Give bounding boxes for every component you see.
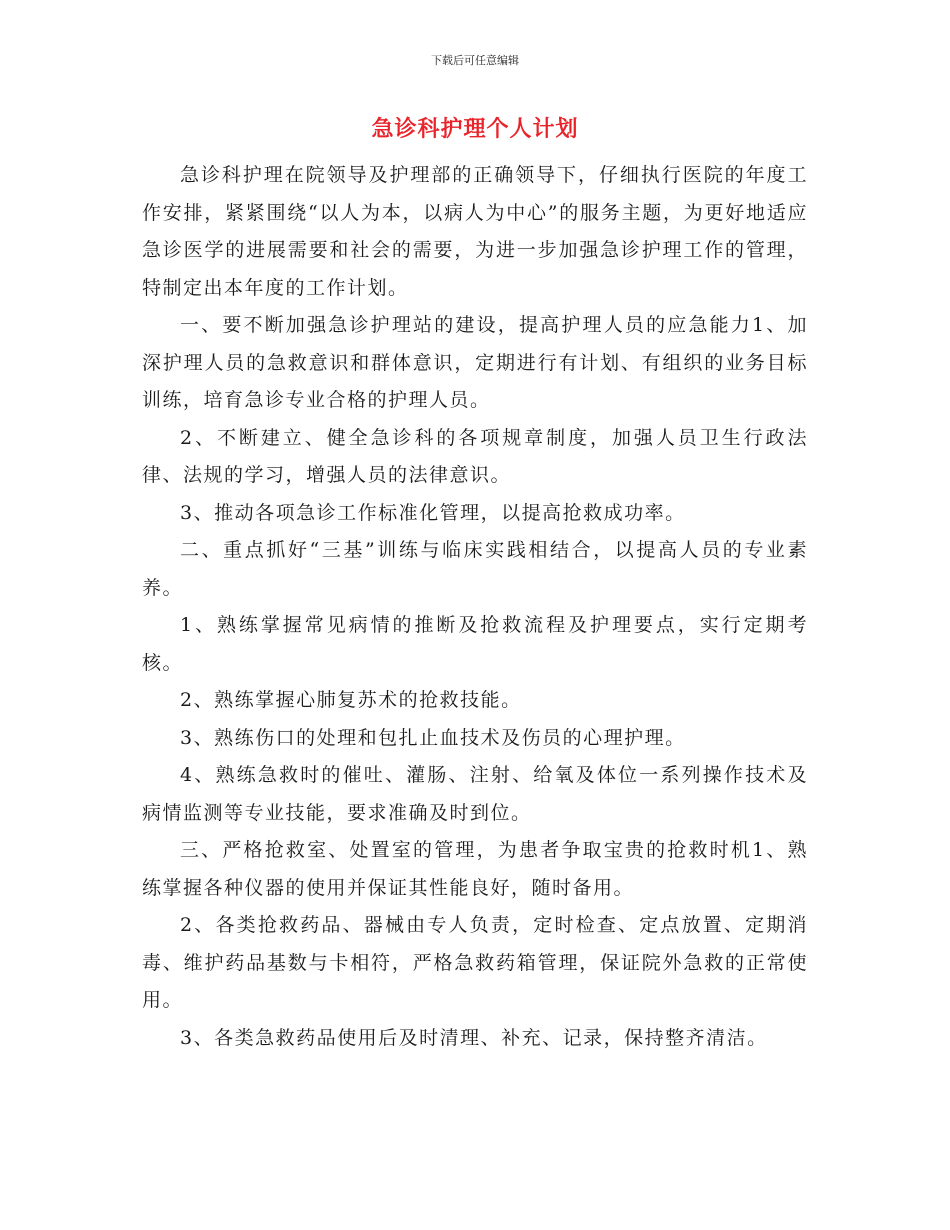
paragraph-item-1-3: 3、推动各项急诊工作标准化管理，以提高抢救成功率。 — [180, 501, 686, 524]
paragraph-item-3-3: 3、各类急救药品使用后及时清理、补充、记录，保持整齐清洁。 — [180, 1026, 768, 1049]
paragraph-item-2-1: 1、熟练掌握常见病情的推断及抢救流程及护理要点，实行定期考核。 — [142, 614, 808, 674]
paragraph-item-2-4: 4、熟练急救时的催吐、灌肠、注射、给氧及体位一系列操作技术及病情监测等专业技能，要求准确及时到位。 — [142, 764, 808, 824]
paragraph-section-2: 二、重点抓好“三基”训练与临床实践相结合，以提高人员的专业素养。 — [142, 539, 808, 599]
paragraph-item-2-2: 2、熟练掌握心肺复苏术的抢救技能。 — [180, 689, 522, 711]
document-body — [142, 157, 808, 1057]
document-title: 急诊科护理个人计划 — [371, 116, 579, 142]
page-header: 下载后可任意编辑 — [431, 54, 519, 67]
paragraph-section-3: 三、严格抢救室、处置室的管理，为患者争取宝贵的抢救时机1、熟练掌握各种仪器的使用并保证其性能良好，随时备用。 — [142, 839, 808, 899]
paragraph-section-1: 一、要不断加强急诊护理站的建设，提高护理人员的应急能力1、加深护理人员的急救意识和群体意识，定期进行有计划、有组织的业务目标训练，培育急诊专业合格的护理人员。 — [142, 314, 808, 411]
paragraph-item-2-3: 3、熟练伤口的处理和包扎止血技术及伤员的心理护理。 — [180, 726, 686, 749]
paragraph-item-3-2: 2、各类抢救药品、器械由专人负责，定时检查、定点放置、定期消毒、维护药品基数与卡相符，严格急救药箱管理，保证院外急救的正常使用。 — [142, 914, 808, 1011]
paragraph-intro: 急诊科护理在院领导及护理部的正确领导下，仔细执行医院的年度工作安排，紧紧围绕“以人为本，以病人为中心”的服务主题，为更好地适应急诊医学的进展需要和社会的需要，为进一步加强急诊护理工作的管理，特制定出本年度的工作计划。 — [142, 164, 808, 299]
paragraph-item-1-2: 2、不断建立、健全急诊科的各项规章制度，加强人员卫生行政法律、法规的学习，增强人员的法律意识。 — [142, 426, 808, 486]
